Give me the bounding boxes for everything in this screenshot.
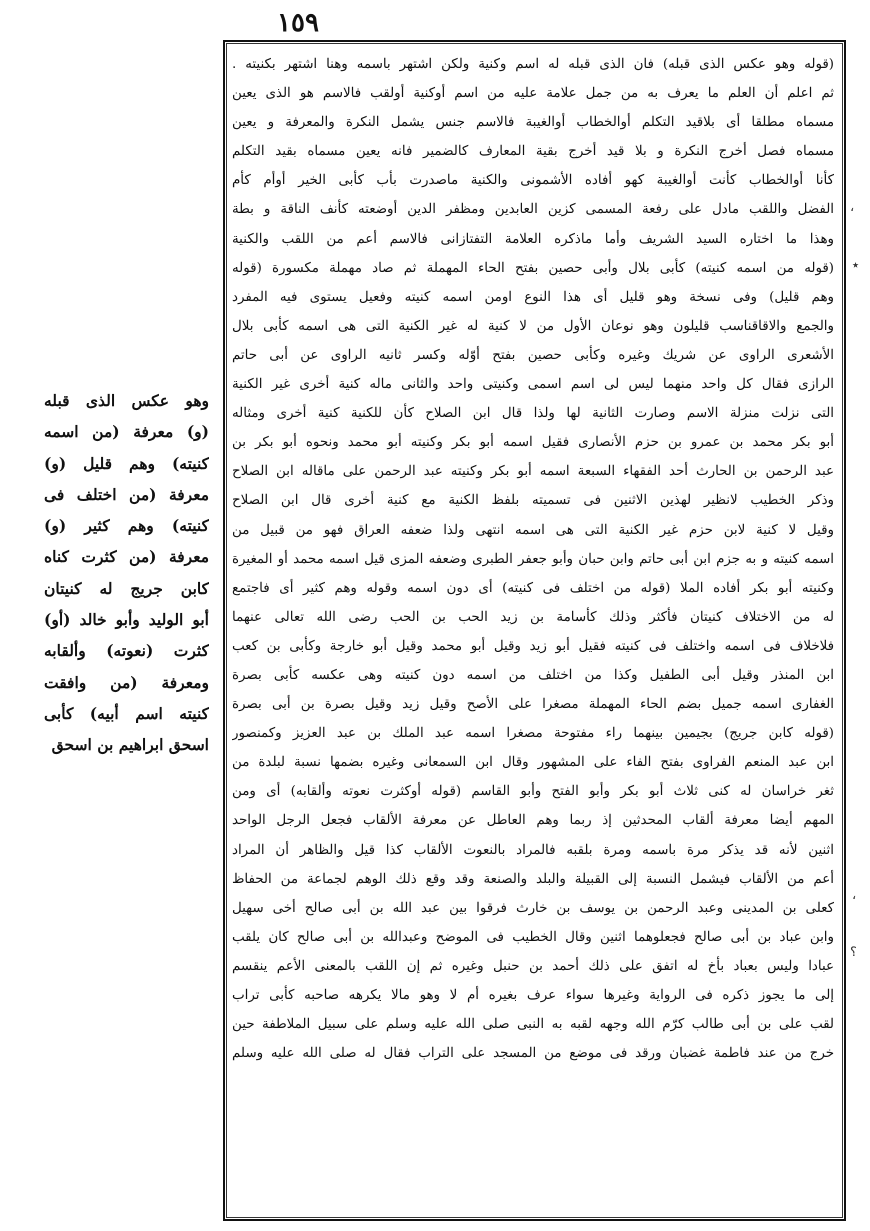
- text-line: (قوله وهو عكس الذى قبله) فان الذى قبله له اسم وكنية ولكن اشتهر باسمه وهنا اشتهر بكنيته .: [232, 57, 834, 72]
- margin-line: كنيته) وهم قليل (و): [44, 453, 209, 473]
- margin-line: أبو الوليد وأبو خالد (أو): [44, 610, 209, 630]
- margin-line: كابن جريج له كنيتان: [44, 578, 209, 598]
- text-line: أبو بكر محمد بن عمرو بن حزم الأنصارى فقيل اسمه أبو بكر وكنيته أبو محمد ونحوه أبو بكر بن: [232, 435, 834, 451]
- text-line: لقب على بن أبى طالب كرّم الله وجهه لقبه به النبى صلى الله عليه وسلم على سبيل الملاطفة حين: [232, 1017, 834, 1033]
- text-line: له من الاختلاف كنيتان فأكثر وذلك كأسامة بن زيد الحب بن الحب رضى الله تعالى عنهما: [232, 609, 834, 625]
- text-line: وقيل لا كنية لابن حزم غير الكنية التى هى اسمه انتهى ولذا ضعفه العراق فهو من قبيل من: [232, 522, 834, 538]
- text-line: وكنيته أبو بكر أفاده الملا (قوله من اختلف فى كنيته) أى دون اسمه وقوله وهم كثير أى فاجتمع: [232, 580, 834, 596]
- text-line: ابن المنذر وقيل أبى الطفيل وكذا من اختلف من اسمه دون كنيته وهى عكسه كأبى بصرة: [232, 667, 834, 683]
- text-line: مسماه فصل أخرج النكرة و بلا قيد أخرج بقية المعارف كالضمير فانه يعين مسماه بقيد التكلم: [232, 144, 834, 160]
- text-line: (قوله كابن جريج) بجيمين بينهما راء مفتوحة مصغرا اسمه عبد الملك بن عبد العزيز وكمنصور: [232, 726, 834, 742]
- text-line: والجمع والاقاقناسب قليلون وهو نوعان الأول من لا كنية له غير الكنية التى هى اسمه كأبى بلال: [232, 318, 834, 334]
- page-number: ١٥٩: [277, 8, 319, 38]
- text-line: مسماه مطلقا أى بلاقيد التكلم أوالخطاب أوالغيبة فالاسم جنس يشمل النكرة والمعرفة و يعين: [232, 115, 834, 131]
- margin-line: كنيته) وهم كثير (و): [44, 516, 209, 536]
- text-line: ثم اعلم أن العلم ما يعرف به من جمل علامة عليه من اسم أوكنية أولقب فالاسم هو الذى يعين: [232, 86, 834, 102]
- margin-mark: ،: [850, 200, 855, 215]
- text-line: وهم قليل) وفى نسخة وهو قليل أى هذا النوع اومن اسمه كنيته وفعيل يستوى فيه المفرد: [232, 289, 834, 305]
- text-line: ابن عبد المنعم الفراوى بفتح الفاء على المشهور وقال ابن السمعانى وغيره بضمها نسبة لبلدة من: [232, 755, 834, 771]
- margin-line: معرفة (من اختلف فى: [44, 484, 209, 504]
- text-line: خرج من عند فاطمة غضبان ورقد فى موضع من المسجد على التراب فقال له صلى الله عليه وسلم: [232, 1046, 834, 1062]
- text-line: أعم من الألقاب فيشمل النسبة إلى القبيلة والبلد والصنعة وقد وقع ذلك الوهم لجماعة من الحفاظ: [232, 871, 834, 887]
- margin-line: كثرت (نعوته) وألقابه: [44, 641, 209, 661]
- text-line: الرازى فقال كل واحد منهما ليس لى اسم اسمى وكنيتى واحد والثانى ماله كنية أخرى غير الكنية: [232, 377, 834, 393]
- text-line: فلاخلاف فى اسمه واختلف فى كنيته فقيل أبو زيد وقيل أبو محمد وقيل أبو خارجة وكأبى بن كعب: [232, 638, 834, 654]
- margin-mark: ،: [852, 888, 857, 903]
- margin-mark: ؟: [850, 945, 857, 960]
- text-line: اسمه كنيته و به جزم ابن أبى حاتم وابن حبان وأبو جعفر الطبرى وضعفه المزى قيل اسمه محمد أو المغيرة: [232, 551, 834, 567]
- margin-line: ومعرفة (من وافقت: [44, 672, 209, 692]
- text-line: وهذا ما اختاره السيد الشريف وأما ماذكره العلامة التفتازانى فالاسم أعم من اللقب والكنية: [232, 231, 834, 247]
- margin-line: وهو عكس الذى قبله: [44, 391, 209, 410]
- text-line: كأنا أوالخطاب كأنت أوالغيبة كهو أفاده الأشمونى والكنية ماصدرت بأب كأبى الخير أوأم كأم: [232, 173, 834, 189]
- text-line: وابن عباد بن أبى صالح فجعلوهما اثنين وقال الخطيب فى الموضح وعبدالله بن أبى صالح كان يلقب: [232, 929, 834, 945]
- margin-line: كنيته اسم أبيه) كأبى: [44, 703, 209, 723]
- margin-commentary: [44, 385, 209, 761]
- text-line: عبادا وليس بعباد بأخ له اتفق على ذلك أحمد بن حنبل وغيره ثم إن اللقب بالمعنى الأعم ينقسم: [232, 958, 834, 974]
- text-line: الفضل واللقب مادل على رفعة المسمى كزين العابدين ومظفر الدين أوضعته كأنف الناقة و بطة: [232, 202, 834, 218]
- margin-line: اسحق ابراهيم بن اسحق: [51, 735, 209, 755]
- text-line: عبد الرحمن بن الحارث أحد الفقهاء السبعة اسمه أبو بكر وكنيته عبد الرحمن على ماقاله ابن الصلاح: [232, 464, 834, 480]
- text-line: ثغر خراسان له كنى ثلاث أبو بكر وأبو الفتح وأبو القاسم (قوله أوكثرت نعوته وألقابه) أى ومن: [232, 784, 834, 800]
- text-line: وذكر الخطيب لانظير لهذين الاثنين فى تسميته بلفظ الكنية مع كنية أخرى قال ابن الصلاح: [232, 493, 834, 509]
- main-text-block: [232, 50, 834, 1215]
- text-line: الغفارى اسمه جميل بضم الحاء المهملة مصغرا على الأصح وقيل زيد وقيل بصرة بن أبى بصرة: [232, 697, 834, 713]
- margin-line: معرفة (من كثرت كناه: [44, 547, 209, 567]
- text-line: اثنين لأنه قد يذكر مرة باسمه ومرة بلقبه فالمراد بالنعوت الألقاب كذا قيل والظاهر أن المراد: [232, 842, 834, 858]
- text-line: الأشعرى الراوى عن شريك وغيره وكأبى حصين بفتح أوّله وكسر ثانيه الراوى عن أبى حاتم: [232, 347, 834, 363]
- margin-mark: ٭: [852, 258, 860, 273]
- text-line: التى نزلت منزلة الاسم وصارت الثانية لها ولذا قال ابن الصلاح كأن للكنية كنية أخرى ومثاله: [232, 406, 834, 422]
- margin-line: (و) معرفة (من اسمه: [44, 422, 209, 442]
- text-line: (قوله من اسمه كنيته) كأبى بلال وأبى حصين بفتح الحاء المهملة ثم صاد مهملة مكسورة (قوله: [232, 260, 834, 276]
- text-line: كعلى بن المدينى وعبد الرحمن بن يوسف بن خارث فرقوا بين عبد الله بن أبى صالح أخى سهيل: [232, 900, 834, 916]
- text-line: إلى ما يجوز ذكره فى الرواية وغيرها سواء عرف بغيره أم لا وهو مالا يكرهه صاحبه كأبى تراب: [232, 988, 834, 1003]
- text-line: المهم أيضا معرفة ألقاب المحدثين إذ ربما وهم العاطل عن معرفة الألقاب فجعل الرجل الواحد: [232, 813, 834, 829]
